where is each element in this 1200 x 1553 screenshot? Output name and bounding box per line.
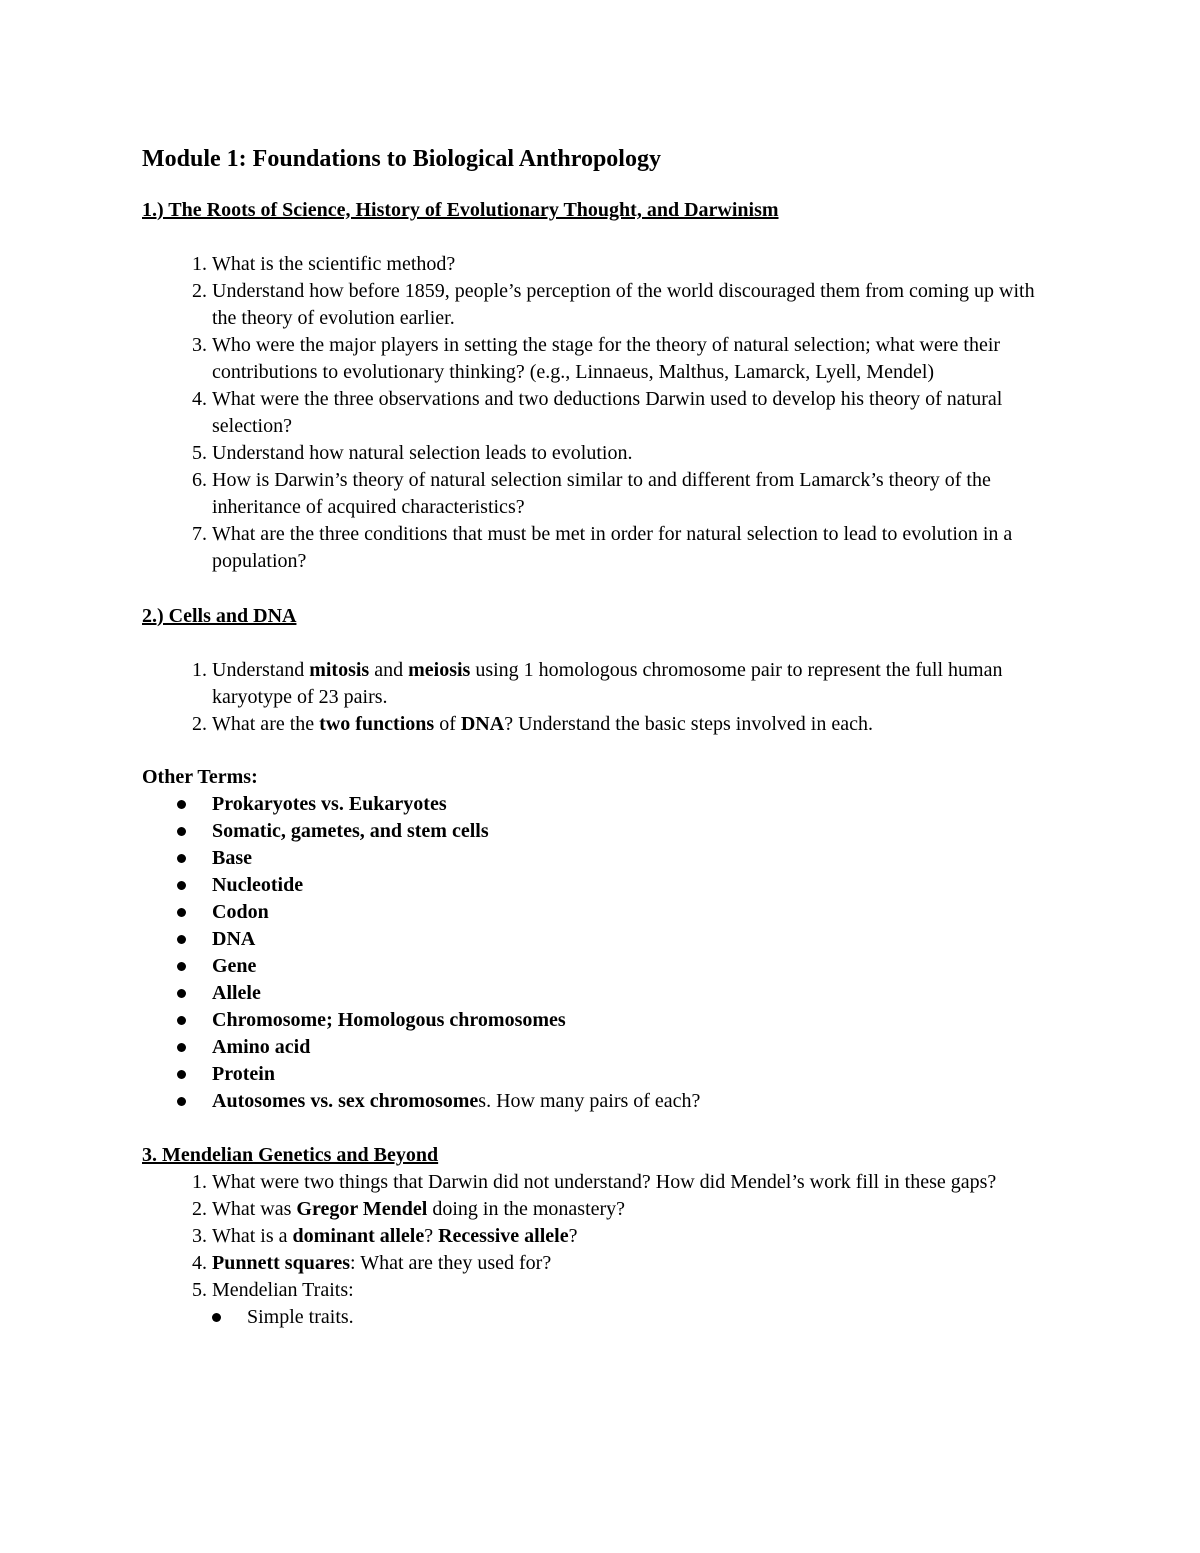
section-1-questions <box>142 251 1050 575</box>
list-item: Prokaryotes vs. Eukaryotes <box>212 791 1050 818</box>
list-item: Amino acid <box>212 1034 1050 1061</box>
list-item: 3. What is a dominant allele? Recessive allele? <box>212 1223 1050 1250</box>
list-item: 1. What is the scientific method? <box>212 251 1050 278</box>
list-item: 5. Understand how natural selection leads to evolution. <box>212 440 1050 467</box>
list-item: 1. Understand mitosis and meiosis using 1 homologous chromosome pair to represent the full human karyotype of 23 pairs. <box>212 657 1050 711</box>
list-item: Chromosome; Homologous chromosomes <box>212 1007 1050 1034</box>
section-2-heading: 2.) Cells and DNA <box>142 605 297 627</box>
mendelian-traits-sublist <box>212 1304 1050 1331</box>
other-terms-list <box>142 791 1050 1115</box>
list-item: Allele <box>212 980 1050 1007</box>
list-item: Simple traits. <box>247 1304 1050 1331</box>
list-item: 2. Understand how before 1859, people’s perception of the world discouraged them from coming up with the theory of evolution earlier. <box>212 278 1050 332</box>
other-terms-heading: Other Terms: <box>142 766 258 788</box>
section-2-questions <box>142 657 1050 738</box>
list-item: 1. What were two things that Darwin did not understand? How did Mendel’s work fill in these gaps? <box>212 1169 1050 1196</box>
section-3-questions <box>142 1169 1050 1331</box>
list-item: 4. What were the three observations and two deductions Darwin used to develop his theory of natural selection? <box>212 386 1050 440</box>
list-item: 4. Punnett squares: What are they used for? <box>212 1250 1050 1277</box>
section-3-heading: 3. Mendelian Genetics and Beyond <box>142 1144 439 1166</box>
page-title: Module 1: Foundations to Biological Anthropology <box>142 146 661 172</box>
list-item: Somatic, gametes, and stem cells <box>212 818 1050 845</box>
list-item: 3. Who were the major players in setting the stage for the theory of natural selection; what were their contributions to evolutionary thinking? (e.g., Linnaeus, Malthus, Lamarck, Lyell, Mendel) <box>212 332 1050 386</box>
list-item: Base <box>212 845 1050 872</box>
list-item: Codon <box>212 899 1050 926</box>
list-item: 2. What was Gregor Mendel doing in the monastery? <box>212 1196 1050 1223</box>
list-item: Gene <box>212 953 1050 980</box>
section-1-heading: 1.) The Roots of Science, History of Evolutionary Thought, and Darwinism <box>142 199 779 221</box>
list-item: DNA <box>212 926 1050 953</box>
list-item: Protein <box>212 1061 1050 1088</box>
list-item: 2. What are the two functions of DNA? Understand the basic steps involved in each. <box>212 711 1050 738</box>
list-item: Nucleotide <box>212 872 1050 899</box>
list-item: Autosomes vs. sex chromosomes. How many pairs of each? <box>212 1088 1050 1115</box>
list-item: 5. Mendelian Traits: Simple traits. <box>212 1277 1050 1331</box>
list-item: 6. How is Darwin’s theory of natural selection similar to and different from Lamarck’s theory of the inheritance of acquired characteristics? <box>212 467 1050 521</box>
list-item: 7. What are the three conditions that must be met in order for natural selection to lead to evolution in a population? <box>212 521 1050 575</box>
